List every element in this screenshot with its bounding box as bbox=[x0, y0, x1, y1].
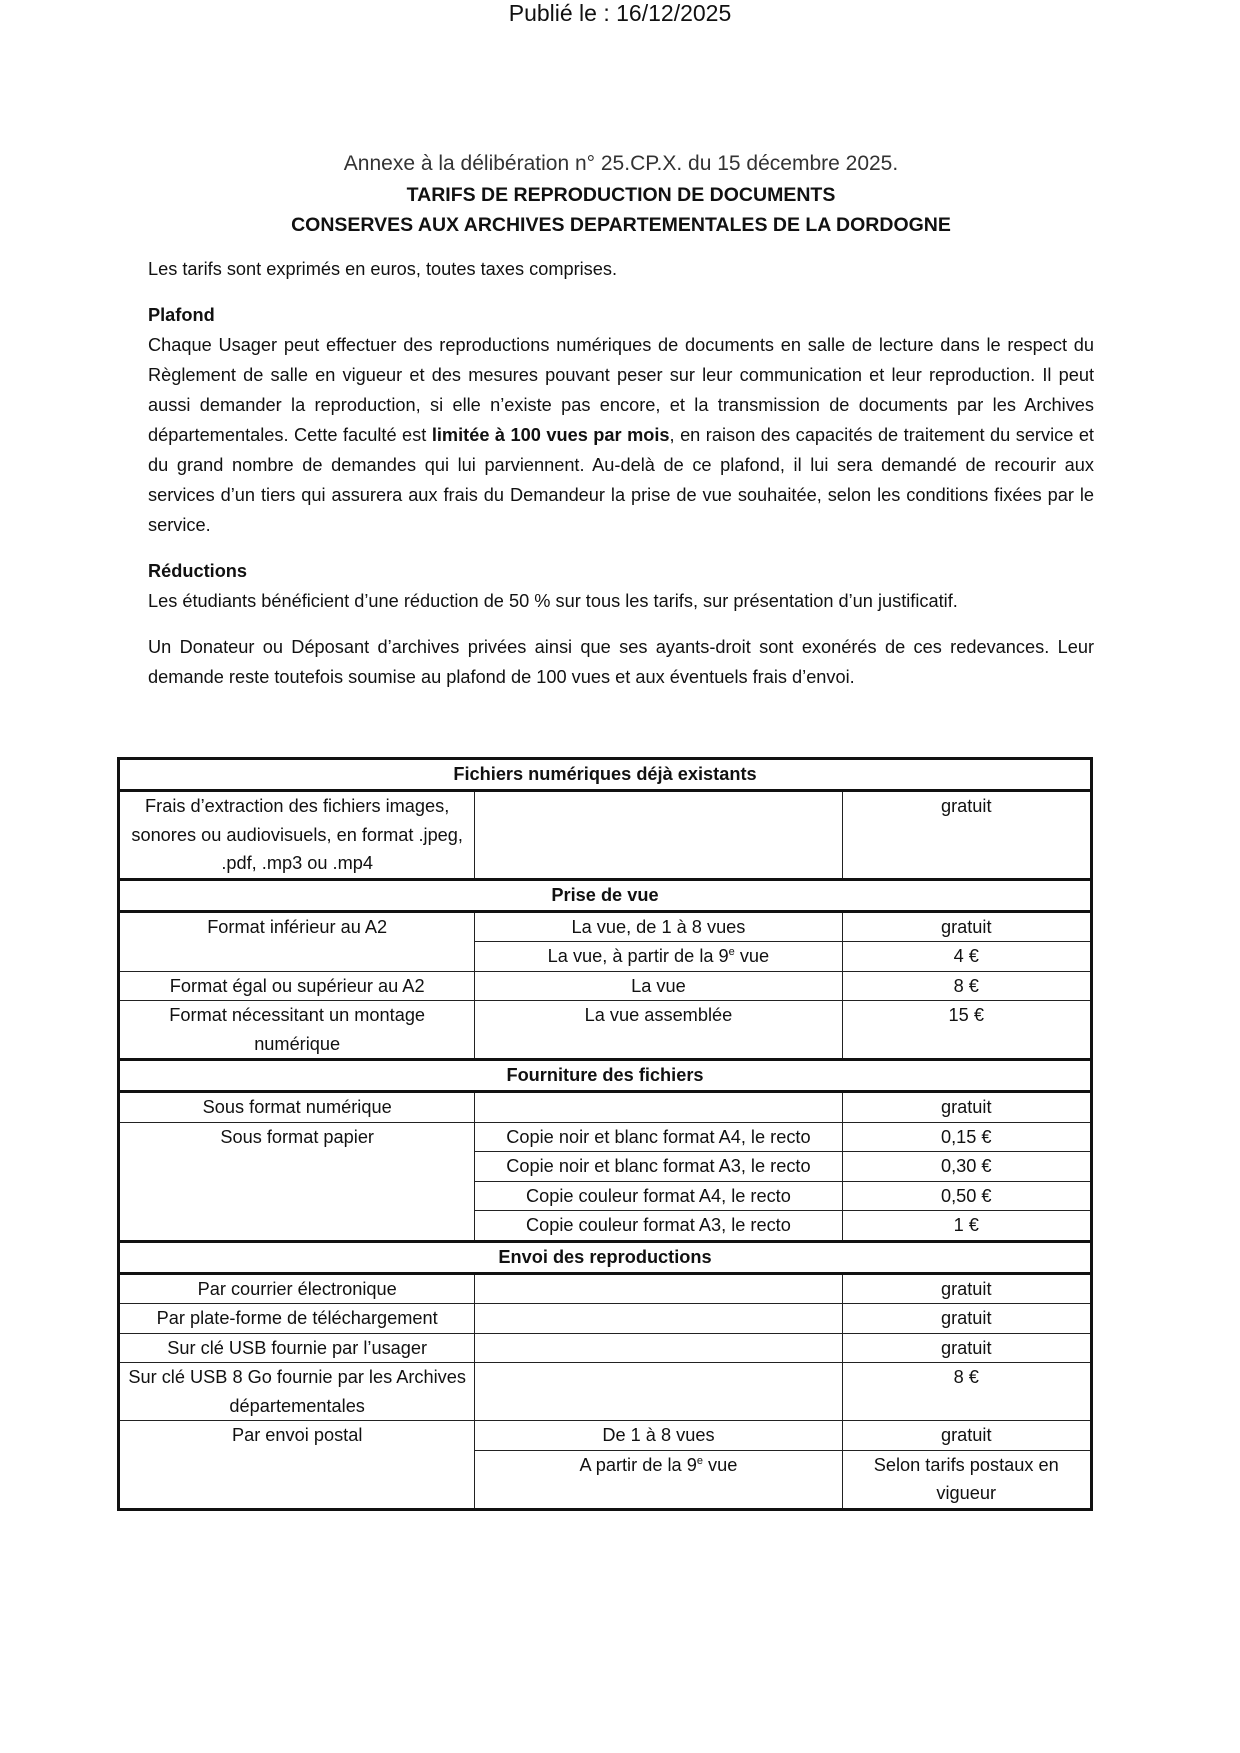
section-title: Prise de vue bbox=[119, 879, 1092, 911]
row-label: Par plate-forme de téléchargement bbox=[119, 1304, 475, 1334]
row-price: 0,15 € bbox=[842, 1122, 1091, 1152]
plafond-paragraph bbox=[148, 330, 1094, 540]
row-detail: Copie noir et blanc format A3, le recto bbox=[475, 1152, 842, 1182]
row-label: Format nécessitant un montage numérique bbox=[119, 1001, 475, 1060]
table-row bbox=[119, 1092, 1092, 1123]
table-row bbox=[119, 1273, 1092, 1304]
section-header-row bbox=[119, 879, 1092, 911]
row-detail: La vue bbox=[475, 971, 842, 1001]
row-label: Sous format numérique bbox=[119, 1092, 475, 1123]
row-label: Format égal ou supérieur au A2 bbox=[119, 971, 475, 1001]
annex-reference: Annexe à la délibération n° 25.CP.X. du 15 décembre 2025. bbox=[343, 152, 899, 175]
row-label bbox=[119, 1450, 475, 1509]
detail-superscript: e bbox=[696, 1454, 703, 1467]
row-detail bbox=[475, 1333, 842, 1363]
table-row bbox=[119, 1211, 1092, 1242]
row-price: gratuit bbox=[842, 791, 1091, 880]
row-label bbox=[119, 1152, 475, 1182]
row-detail: De 1 à 8 vues bbox=[475, 1421, 842, 1451]
row-price: gratuit bbox=[842, 1333, 1091, 1363]
row-label: Par envoi postal bbox=[119, 1421, 475, 1451]
row-price: 0,30 € bbox=[842, 1152, 1091, 1182]
plafond-heading: Plafond bbox=[148, 305, 215, 325]
row-price: gratuit bbox=[842, 1304, 1091, 1334]
detail-suffix: vue bbox=[702, 1454, 738, 1475]
section-title: Fourniture des fichiers bbox=[119, 1060, 1092, 1092]
table-row bbox=[119, 1421, 1092, 1451]
table-row bbox=[119, 1333, 1092, 1363]
plafond-text-after: , en raison des capacités de traitement du service et du grand nombre de demandes qui lui parviennent. Au-delà de ce plafond, il lui sera demandé de recourir aux services d’un tiers qui assurera aux frais du Demandeur la prise de vue souhaitée, selon les conditions fixées par le service. bbox=[148, 425, 1094, 535]
document-title-line-2: CONSERVES AUX ARCHIVES DEPARTEMENTALES DE LA DORDOGNE bbox=[291, 214, 951, 236]
row-label bbox=[119, 942, 475, 972]
section-header-row bbox=[119, 759, 1092, 791]
row-price: 0,50 € bbox=[842, 1181, 1091, 1211]
detail-suffix: vue bbox=[734, 946, 770, 966]
table-row bbox=[119, 791, 1092, 880]
row-detail bbox=[475, 1273, 842, 1304]
row-price: gratuit bbox=[842, 1092, 1091, 1123]
section-header-row bbox=[119, 1241, 1092, 1273]
published-date: Publié le : 16/12/2025 bbox=[508, 0, 732, 26]
row-price: 1 € bbox=[842, 1211, 1091, 1242]
row-label: Par courrier électronique bbox=[119, 1273, 475, 1304]
row-detail: Copie couleur format A4, le recto bbox=[475, 1181, 842, 1211]
table-row bbox=[119, 1122, 1092, 1152]
row-detail bbox=[475, 942, 842, 972]
row-price: 8 € bbox=[842, 1363, 1091, 1421]
row-detail bbox=[475, 1363, 842, 1421]
table-row bbox=[119, 1363, 1092, 1421]
plafond-text-before: Chaque Usager peut effectuer des reproductions numériques de documents en salle de lecture dans le respect du Règlement de salle en vigueur et des mesures pouvant peser sur leur communication et leur reproduction. Il peut aussi demander la reproduction, si elle n’existe pas encore, et la transmission de documents par les Archives départementales. Cette faculté est bbox=[148, 335, 1094, 445]
row-detail bbox=[475, 1092, 842, 1123]
row-label: Sous format papier bbox=[119, 1122, 475, 1152]
document-title-line-1: TARIFS DE REPRODUCTION DE DOCUMENTS bbox=[406, 184, 836, 206]
table-row bbox=[119, 1304, 1092, 1334]
row-label: Sur clé USB fournie par l’usager bbox=[119, 1333, 475, 1363]
row-detail bbox=[475, 1304, 842, 1334]
row-price: gratuit bbox=[842, 1421, 1091, 1451]
row-price: gratuit bbox=[842, 1273, 1091, 1304]
document-body bbox=[148, 148, 1094, 692]
table-row bbox=[119, 971, 1092, 1001]
row-label bbox=[119, 1181, 475, 1211]
detail-superscript: e bbox=[728, 945, 735, 958]
row-detail: Copie couleur format A3, le recto bbox=[475, 1211, 842, 1242]
row-detail: La vue assemblée bbox=[475, 1001, 842, 1060]
reductions-heading: Réductions bbox=[148, 561, 248, 581]
row-label: Frais d’extraction des fichiers images, sonores ou audiovisuels, en format .jpeg, .pdf, .mp3 ou .mp4 bbox=[119, 791, 475, 880]
row-price: 8 € bbox=[842, 971, 1091, 1001]
tariff-table bbox=[117, 757, 1093, 1511]
row-price: gratuit bbox=[842, 911, 1091, 942]
table-row bbox=[119, 911, 1092, 942]
row-detail: Copie noir et blanc format A4, le recto bbox=[475, 1122, 842, 1152]
plafond-limit-bold: limitée à 100 vues par mois bbox=[431, 425, 670, 445]
table-row bbox=[119, 942, 1092, 972]
row-detail bbox=[475, 1450, 842, 1509]
table-row bbox=[119, 1001, 1092, 1060]
section-title: Envoi des reproductions bbox=[119, 1241, 1092, 1273]
reductions-paragraph-donors: Un Donateur ou Déposant d’archives privées ainsi que ses ayants-droit sont exonérés de ces redevances. Leur demande reste toutefois soumise au plafond de 100 vues et aux éventuels frais d’envoi. bbox=[148, 637, 1094, 687]
row-label: Sur clé USB 8 Go fournie par les Archives départementales bbox=[119, 1363, 475, 1421]
table-row bbox=[119, 1152, 1092, 1182]
reductions-paragraph-students: Les étudiants bénéficient d’une réduction de 50 % sur tous les tarifs, sur présentation d’un justificatif. bbox=[148, 591, 958, 611]
row-label bbox=[119, 1211, 475, 1242]
detail-prefix: La vue, à partir de la 9 bbox=[547, 946, 729, 966]
row-price: 4 € bbox=[842, 942, 1091, 972]
row-detail bbox=[475, 791, 842, 880]
detail-prefix: A partir de la 9 bbox=[579, 1454, 697, 1475]
table-row bbox=[119, 1450, 1092, 1509]
row-detail: La vue, de 1 à 8 vues bbox=[475, 911, 842, 942]
section-header-row bbox=[119, 1060, 1092, 1092]
intro-paragraph: Les tarifs sont exprimés en euros, toutes taxes comprises. bbox=[148, 259, 618, 279]
row-price: Selon tarifs postaux en vigueur bbox=[842, 1450, 1091, 1509]
row-label: Format inférieur au A2 bbox=[119, 911, 475, 942]
table-row bbox=[119, 1181, 1092, 1211]
section-title: Fichiers numériques déjà existants bbox=[119, 759, 1092, 791]
row-price: 15 € bbox=[842, 1001, 1091, 1060]
